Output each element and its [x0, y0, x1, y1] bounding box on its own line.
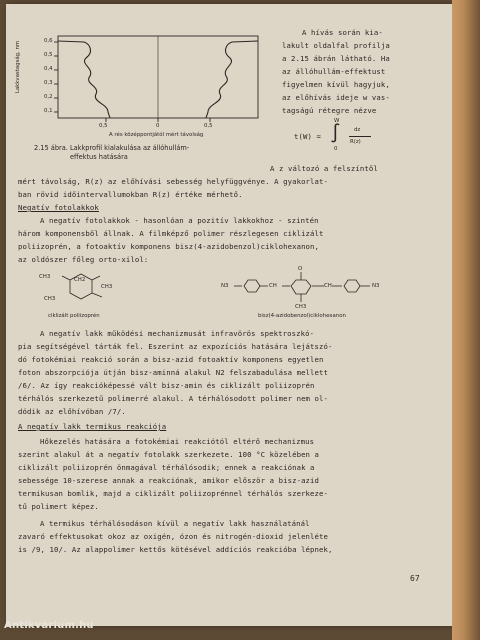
para5-line-3: is /9, 10/. Az alappolimer kettős kötésével addíciós reakcióba lépnek, [18, 545, 333, 554]
n3-label-right: N3 [372, 283, 380, 289]
para1-line-2: mért távolság, R(z) az előhívási sebesség helyfüggvénye. A gyakorlat- [18, 177, 329, 186]
para5-line-2: zavaró effektusokat okoz az oxigén, ózon és nitrogén-dioxid jelenléte [18, 532, 329, 541]
right-profile-curve [206, 41, 258, 118]
heading-negative-photoresists: Negatív fotolakkok [18, 203, 99, 212]
para3-line-7: dódik az előhívóban /7/. [18, 407, 126, 416]
para3-line-2: pia segítségével tárták fel. Eszerint az expozíciós hatására lejátszó- [18, 342, 333, 351]
right-col-line-2: lakult oldalfal profilja [282, 41, 390, 50]
para3-line-6: térhálós szerkezetű polimerré alakul. A térhálósodott polimer nem ol- [18, 394, 329, 403]
heading-thermal-reaction: A negatív lakk termikus reakciója [18, 422, 167, 431]
right-col-line-3: a 2.15 ábrán látható. Ha [282, 54, 390, 63]
ch3-label-3: CH3 [44, 296, 56, 302]
figure-caption-1: 2.15 ábra. Lakkprofil kialakulása az állóhullám- [34, 144, 190, 152]
right-col-line-5: figyelmen kívül hagyjuk, [282, 80, 390, 89]
para3-line-3: dó fotokémiai reakció során a bisz-azid fotoaktív komponens egyetlen [18, 355, 324, 364]
ytick-1: 0,6 [44, 38, 53, 44]
para2-line-1: A negatív fotolakkok - hasonlóan a pozitív lakkokhoz - szintén [40, 216, 319, 225]
page-number: 67 [410, 574, 420, 583]
integral-lower-limit: 0 [334, 146, 338, 152]
para4-line-4: sebessége 10-szerese annak a reakciónak, amikor először a bisz-azid [18, 476, 320, 485]
para3-line-4: foton abszorpciója útján bisz-aminná alakul N2 felszabadulása mellett [18, 368, 329, 377]
ch-label-right: CH [324, 283, 332, 289]
lacquer-profile-figure [24, 28, 274, 132]
ch3-label-1: CH3 [39, 274, 51, 280]
para4-line-3: ciklizált poliizoprén önmagával térhálósodik; ennek a reakciónak a [18, 463, 315, 472]
bisazide-structure [220, 266, 420, 314]
figure-caption-2: effektus hatására [70, 153, 128, 161]
para2-line-3: poliizoprén, a fotoaktív komponens bisz(4-azidobenzol)ciklohexanon, [18, 242, 320, 251]
xtick-center: 0 [156, 123, 160, 129]
para4-line-2: szerint alakul át a negatív fotolakk szerkezete. 100 °C közelében a [18, 450, 320, 459]
figure-xlabel: A rés középpontjától mért távolság [109, 132, 204, 138]
ch3-label-2: CH3 [101, 284, 113, 290]
ch-label-left: CH [269, 283, 277, 289]
integral-sign: ∫ [330, 123, 341, 144]
ytick-4: 0,3 [44, 80, 53, 86]
para4-line-6: tű polimert képez. [18, 502, 99, 511]
xtick-right: 0,5 [204, 123, 213, 129]
chem-right-label: bisz(4-azidobenzol)ciklohexanon [258, 313, 346, 319]
ytick-2: 0,5 [44, 52, 53, 58]
para1-line-1: A z változó a felszíntől [270, 164, 378, 173]
right-col-line-7: tagságú rétegre nézve [282, 106, 377, 115]
oxygen-label: O [298, 266, 303, 272]
n3-label-left: N3 [221, 283, 229, 289]
book-cover-edge [452, 0, 480, 640]
ytick-6: 0,1 [44, 108, 53, 114]
xtick-left: 0,5 [99, 123, 108, 129]
para4-line-1: Hőkezelés hatására a fotokémiai reakciótól eltérő mechanizmus [40, 437, 315, 446]
para2-line-2: három komponensből állnak. A filmképző polimer részlegesen ciklizált [18, 229, 324, 238]
para3-line-1: A negatív lakk működési mechanizmusát infravörös spektroszkó- [40, 329, 315, 338]
watermark: Antikvarium.hu [4, 620, 94, 631]
integral-upper-limit: W [334, 118, 340, 124]
cyclized-polyisoprene-structure [36, 266, 126, 312]
integral-formula [294, 118, 394, 154]
para1-line-3: ban rövid időintervallumokban R(z) értéke mérhető. [18, 190, 243, 199]
ch3-label-ring: CH3 [295, 304, 307, 310]
book-page [6, 4, 452, 626]
formula-denominator: R(z) [350, 139, 361, 145]
right-col-line-6: az előhívás ideje w vas- [282, 93, 390, 102]
para5-line-1: A termikus térhálósodáson kívül a negatív lakk használatánál [40, 519, 310, 528]
right-col-line-4: az állóhullám-effektust [282, 67, 386, 76]
ytick-5: 0,2 [44, 94, 53, 100]
left-profile-curve [58, 41, 110, 118]
para4-line-5: termikusan bomlik, majd a ciklizált poliizoprénnel térhálós szerkeze- [18, 489, 329, 498]
para3-line-5: /6/. Az így reakcióképessé vált bisz-amin és ciklizált poliizoprén [18, 381, 315, 390]
para2-line-4: az oldószer főleg orto-xilol: [18, 255, 149, 264]
figure-ylabel: Lakkvastagság, nm [15, 40, 22, 94]
formula-numerator: dz [354, 127, 361, 133]
fraction-bar [349, 136, 371, 137]
formula-lhs: t(W) = [294, 132, 321, 141]
right-col-line-1: A hívás során kia- [302, 28, 383, 37]
ch2-label: CH2 [74, 277, 86, 283]
ytick-3: 0,4 [44, 66, 53, 72]
chem-left-label: ciklizált poliizoprén [48, 313, 100, 319]
